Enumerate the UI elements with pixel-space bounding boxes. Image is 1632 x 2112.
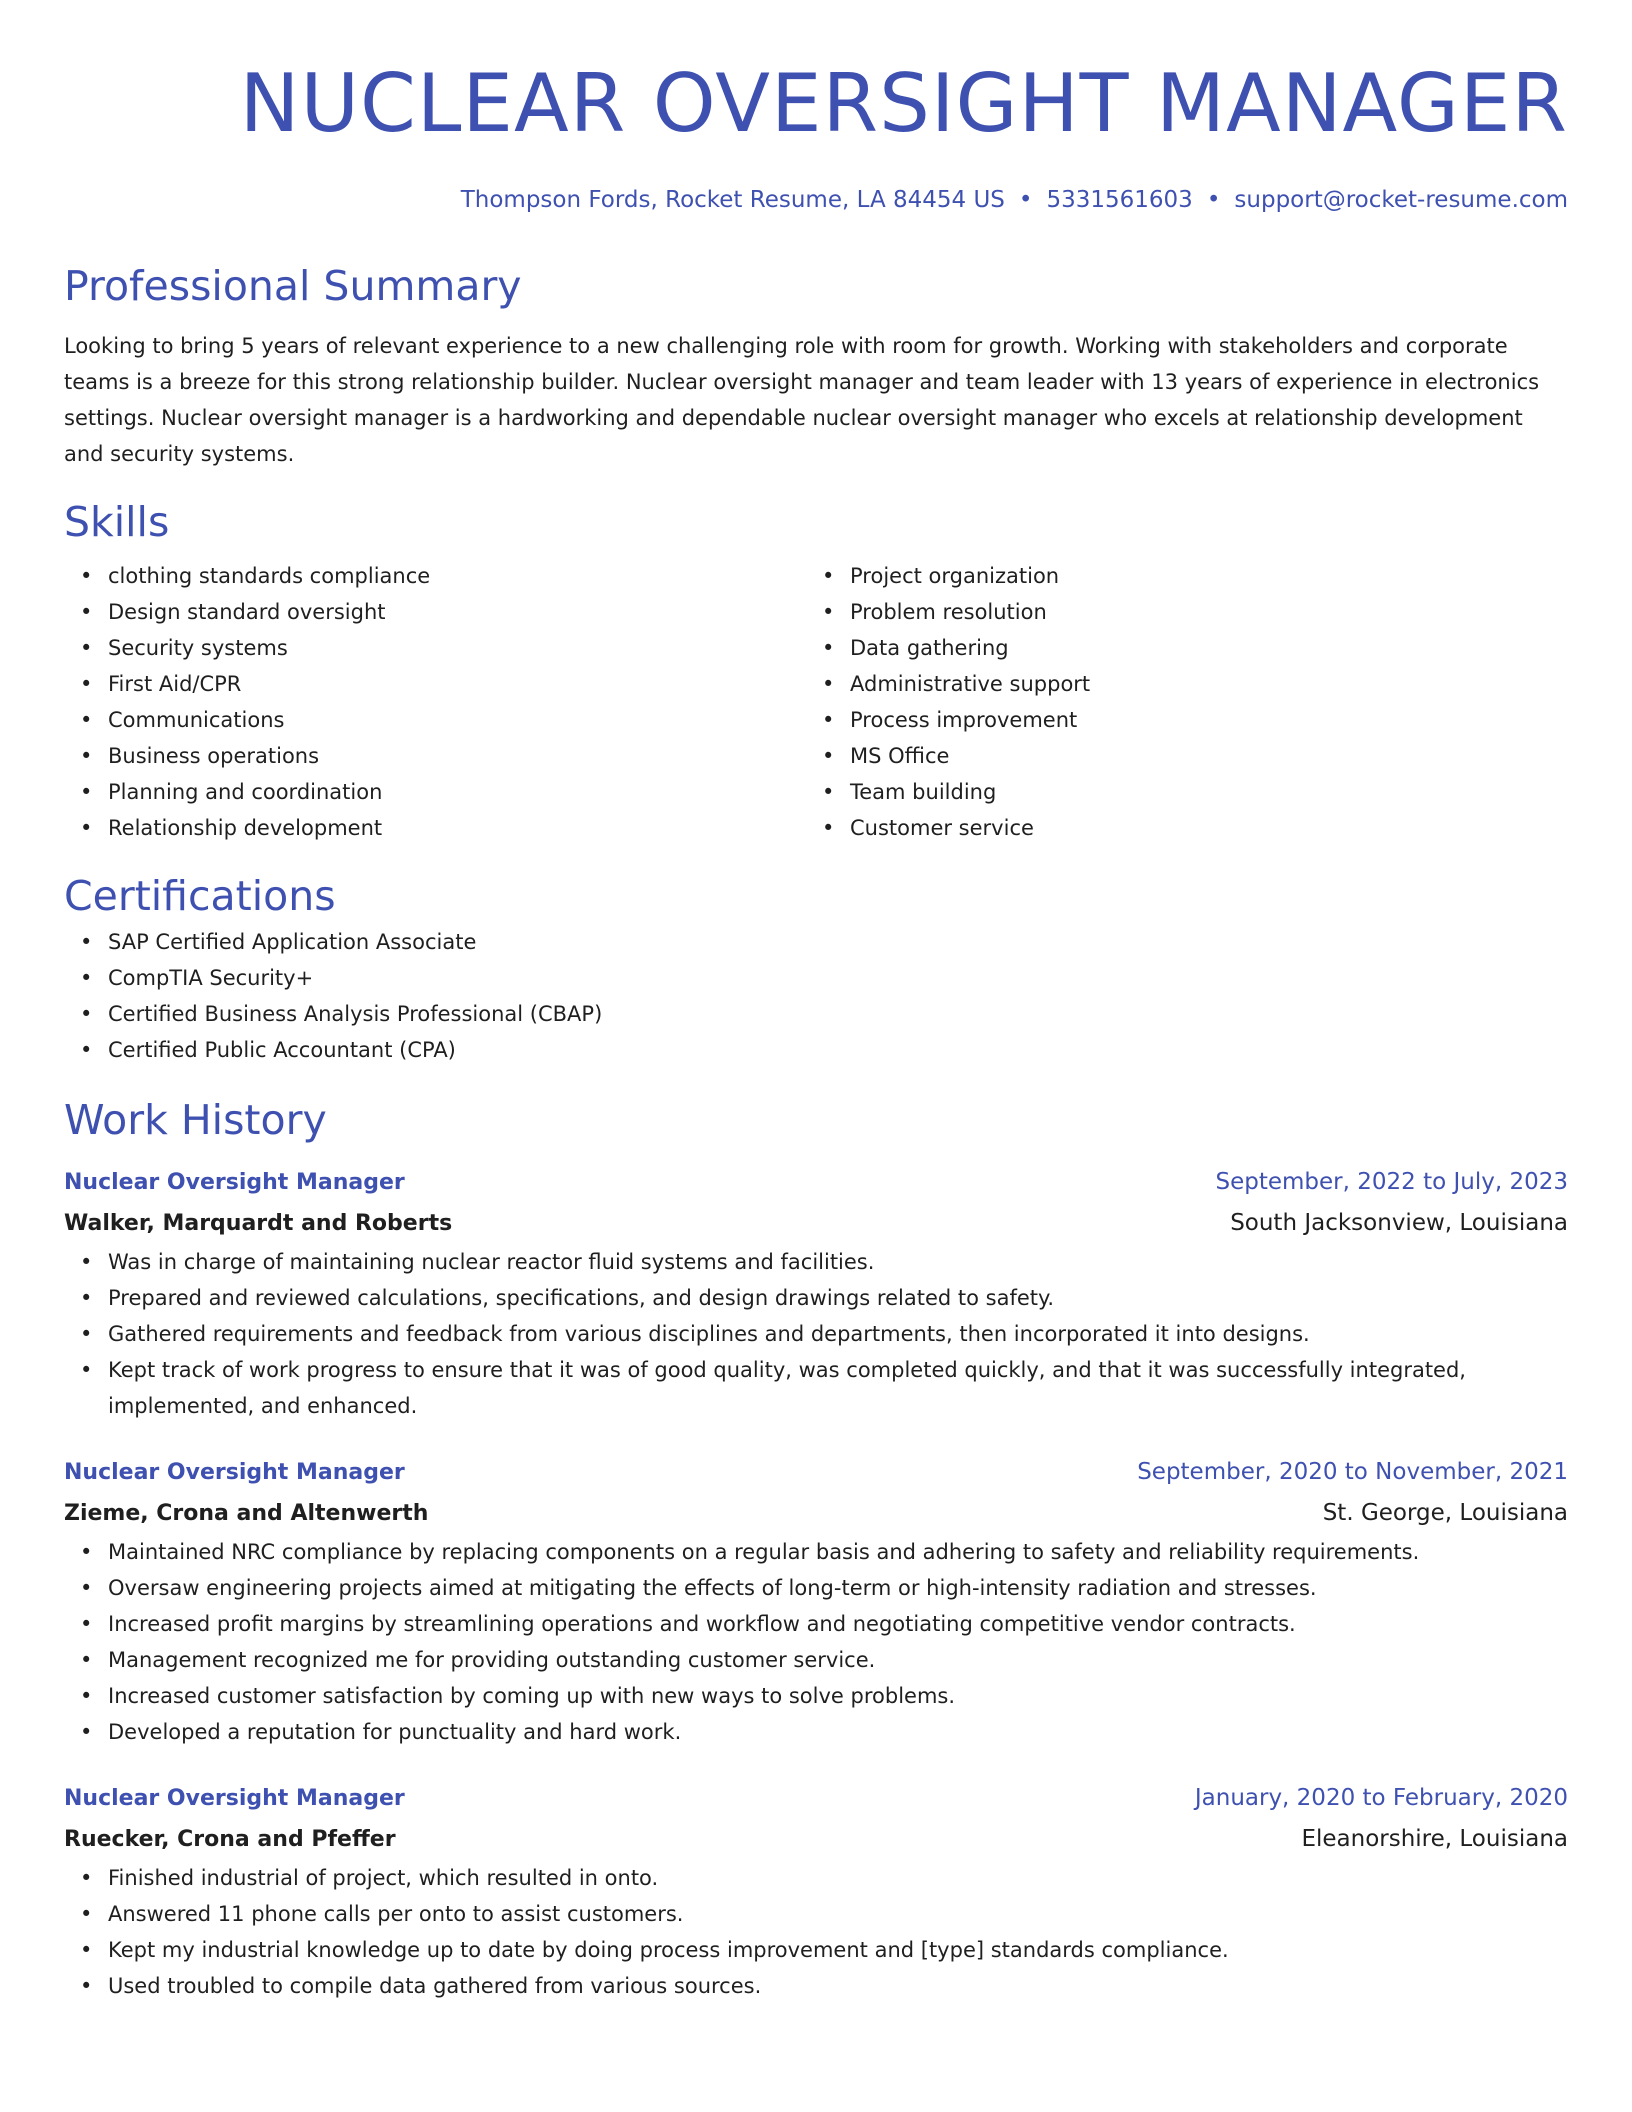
certification-item: • CompTIA Security+ xyxy=(108,960,1568,996)
job-entry xyxy=(64,1778,1568,2004)
job-company: Walker, Marquardt and Roberts xyxy=(64,1211,453,1236)
job-bullets xyxy=(64,1534,1568,1750)
skill-item: • Design standard oversight xyxy=(108,594,806,630)
job-company: Ruecker, Crona and Pfeffer xyxy=(64,1827,396,1852)
skill-item: • Administrative support xyxy=(850,666,1548,702)
job-location: St. George, Louisiana xyxy=(1322,1500,1568,1526)
job-bullet: • Finished industrial of project, which resulted in onto. xyxy=(108,1860,1568,1896)
job-bullet: • Was in charge of maintaining nuclear reactor fluid systems and facilities. xyxy=(108,1244,1568,1280)
job-dates: January, 2020 to February, 2020 xyxy=(1194,1785,1568,1811)
certification-item: • Certified Public Accountant (CPA) xyxy=(108,1032,1568,1068)
skills-list-right xyxy=(806,558,1548,846)
job-bullet: • Prepared and reviewed calculations, specifications, and design drawings related to safety. xyxy=(108,1280,1568,1316)
skill-item: • Data gathering xyxy=(850,630,1548,666)
job-dates: September, 2020 to November, 2021 xyxy=(1137,1459,1568,1485)
skill-item: • Team building xyxy=(850,774,1548,810)
skill-item: • Relationship development xyxy=(108,810,806,846)
job-company-row xyxy=(64,1819,1568,1860)
skills-column-left xyxy=(64,558,806,846)
job-bullet: • Management recognized me for providing outstanding customer service. xyxy=(108,1642,1568,1678)
job-header-row xyxy=(64,1162,1568,1203)
job-location: Eleanorshire, Louisiana xyxy=(1301,1826,1568,1852)
job-bullet: • Increased customer satisfaction by coming up with new ways to solve problems. xyxy=(108,1678,1568,1714)
skill-item: • Project organization xyxy=(850,558,1548,594)
skill-item: • Problem resolution xyxy=(850,594,1548,630)
skill-item: • MS Office xyxy=(850,738,1548,774)
contact-email: support@rocket-resume.com xyxy=(1234,187,1568,213)
contact-separator: • xyxy=(1206,187,1221,213)
certification-item: • SAP Certified Application Associate xyxy=(108,924,1568,960)
job-entry xyxy=(64,1452,1568,1750)
skill-item: • Communications xyxy=(108,702,806,738)
certification-item: • Certified Business Analysis Professional (CBAP) xyxy=(108,996,1568,1032)
job-dates: September, 2022 to July, 2023 xyxy=(1215,1169,1568,1195)
job-bullet: • Kept my industrial knowledge up to date by doing process improvement and [type] standards compliance. xyxy=(108,1932,1568,1968)
skills-heading: Skills xyxy=(64,498,170,546)
job-bullet: • Developed a reputation for punctuality and hard work. xyxy=(108,1714,1568,1750)
contact-phone: 5331561603 xyxy=(1046,187,1193,213)
summary-text: Looking to bring 5 years of relevant experience to a new challenging role with room for growth. Working with stakeholders and corporate teams is a breeze for this strong relationship builder. Nuclear oversight manager and team leader with 13 years of experience in electronics settings. Nuclear oversight manager is a hardworking and dependable nuclear oversight manager who excels at relationship development and security systems. xyxy=(64,334,1540,466)
skill-item: • Customer service xyxy=(850,810,1548,846)
skill-item: • Process improvement xyxy=(850,702,1548,738)
job-bullet: • Gathered requirements and feedback from various disciplines and departments, then incorporated it into designs. xyxy=(108,1316,1568,1352)
job-company: Zieme, Crona and Altenwerth xyxy=(64,1501,429,1526)
job-bullets xyxy=(64,1244,1568,1424)
candidate-name: NUCLEAR OVERSIGHT MANAGER xyxy=(239,57,1568,150)
job-title: Nuclear Oversight Manager xyxy=(64,1460,405,1485)
contact-separator: • xyxy=(1018,187,1033,213)
skill-item: • Security systems xyxy=(108,630,806,666)
skill-item: • First Aid/CPR xyxy=(108,666,806,702)
job-bullet: • Oversaw engineering projects aimed at mitigating the effects of long-term or high-intensity radiation and stresses. xyxy=(108,1570,1568,1606)
skills-list-left xyxy=(64,558,806,846)
skill-item: • clothing standards compliance xyxy=(108,558,806,594)
job-bullet: • Answered 11 phone calls per onto to assist customers. xyxy=(108,1896,1568,1932)
job-company-row xyxy=(64,1493,1568,1534)
skills-column-right xyxy=(806,558,1548,846)
certifications-list xyxy=(64,924,1568,1068)
job-entry xyxy=(64,1162,1568,1424)
job-bullets xyxy=(64,1860,1568,2004)
work-history-heading: Work History xyxy=(64,1096,327,1144)
job-title: Nuclear Oversight Manager xyxy=(64,1786,405,1811)
contact-line xyxy=(64,184,1568,216)
job-location: South Jacksonview, Louisiana xyxy=(1230,1210,1568,1236)
job-bullet: • Used troubled to compile data gathered from various sources. xyxy=(108,1968,1568,2004)
certifications-heading: Certifications xyxy=(64,872,336,920)
skills-grid xyxy=(64,558,1568,846)
summary-heading: Professional Summary xyxy=(64,262,522,310)
skill-item: • Planning and coordination xyxy=(108,774,806,810)
job-header-row xyxy=(64,1452,1568,1493)
contact-address: Thompson Fords, Rocket Resume, LA 84454 US xyxy=(460,187,1005,213)
resume-header xyxy=(64,56,1568,216)
job-title: Nuclear Oversight Manager xyxy=(64,1170,405,1195)
job-bullet: • Increased profit margins by streamlining operations and workflow and negotiating competitive vendor contracts. xyxy=(108,1606,1568,1642)
job-bullet: • Kept track of work progress to ensure that it was of good quality, was completed quickly, and that it was successfully integrated, implemented, and enhanced. xyxy=(108,1352,1568,1424)
skill-item: • Business operations xyxy=(108,738,806,774)
job-company-row xyxy=(64,1203,1568,1244)
job-header-row xyxy=(64,1778,1568,1819)
job-bullet: • Maintained NRC compliance by replacing components on a regular basis and adhering to safety and reliability requirements. xyxy=(108,1534,1568,1570)
